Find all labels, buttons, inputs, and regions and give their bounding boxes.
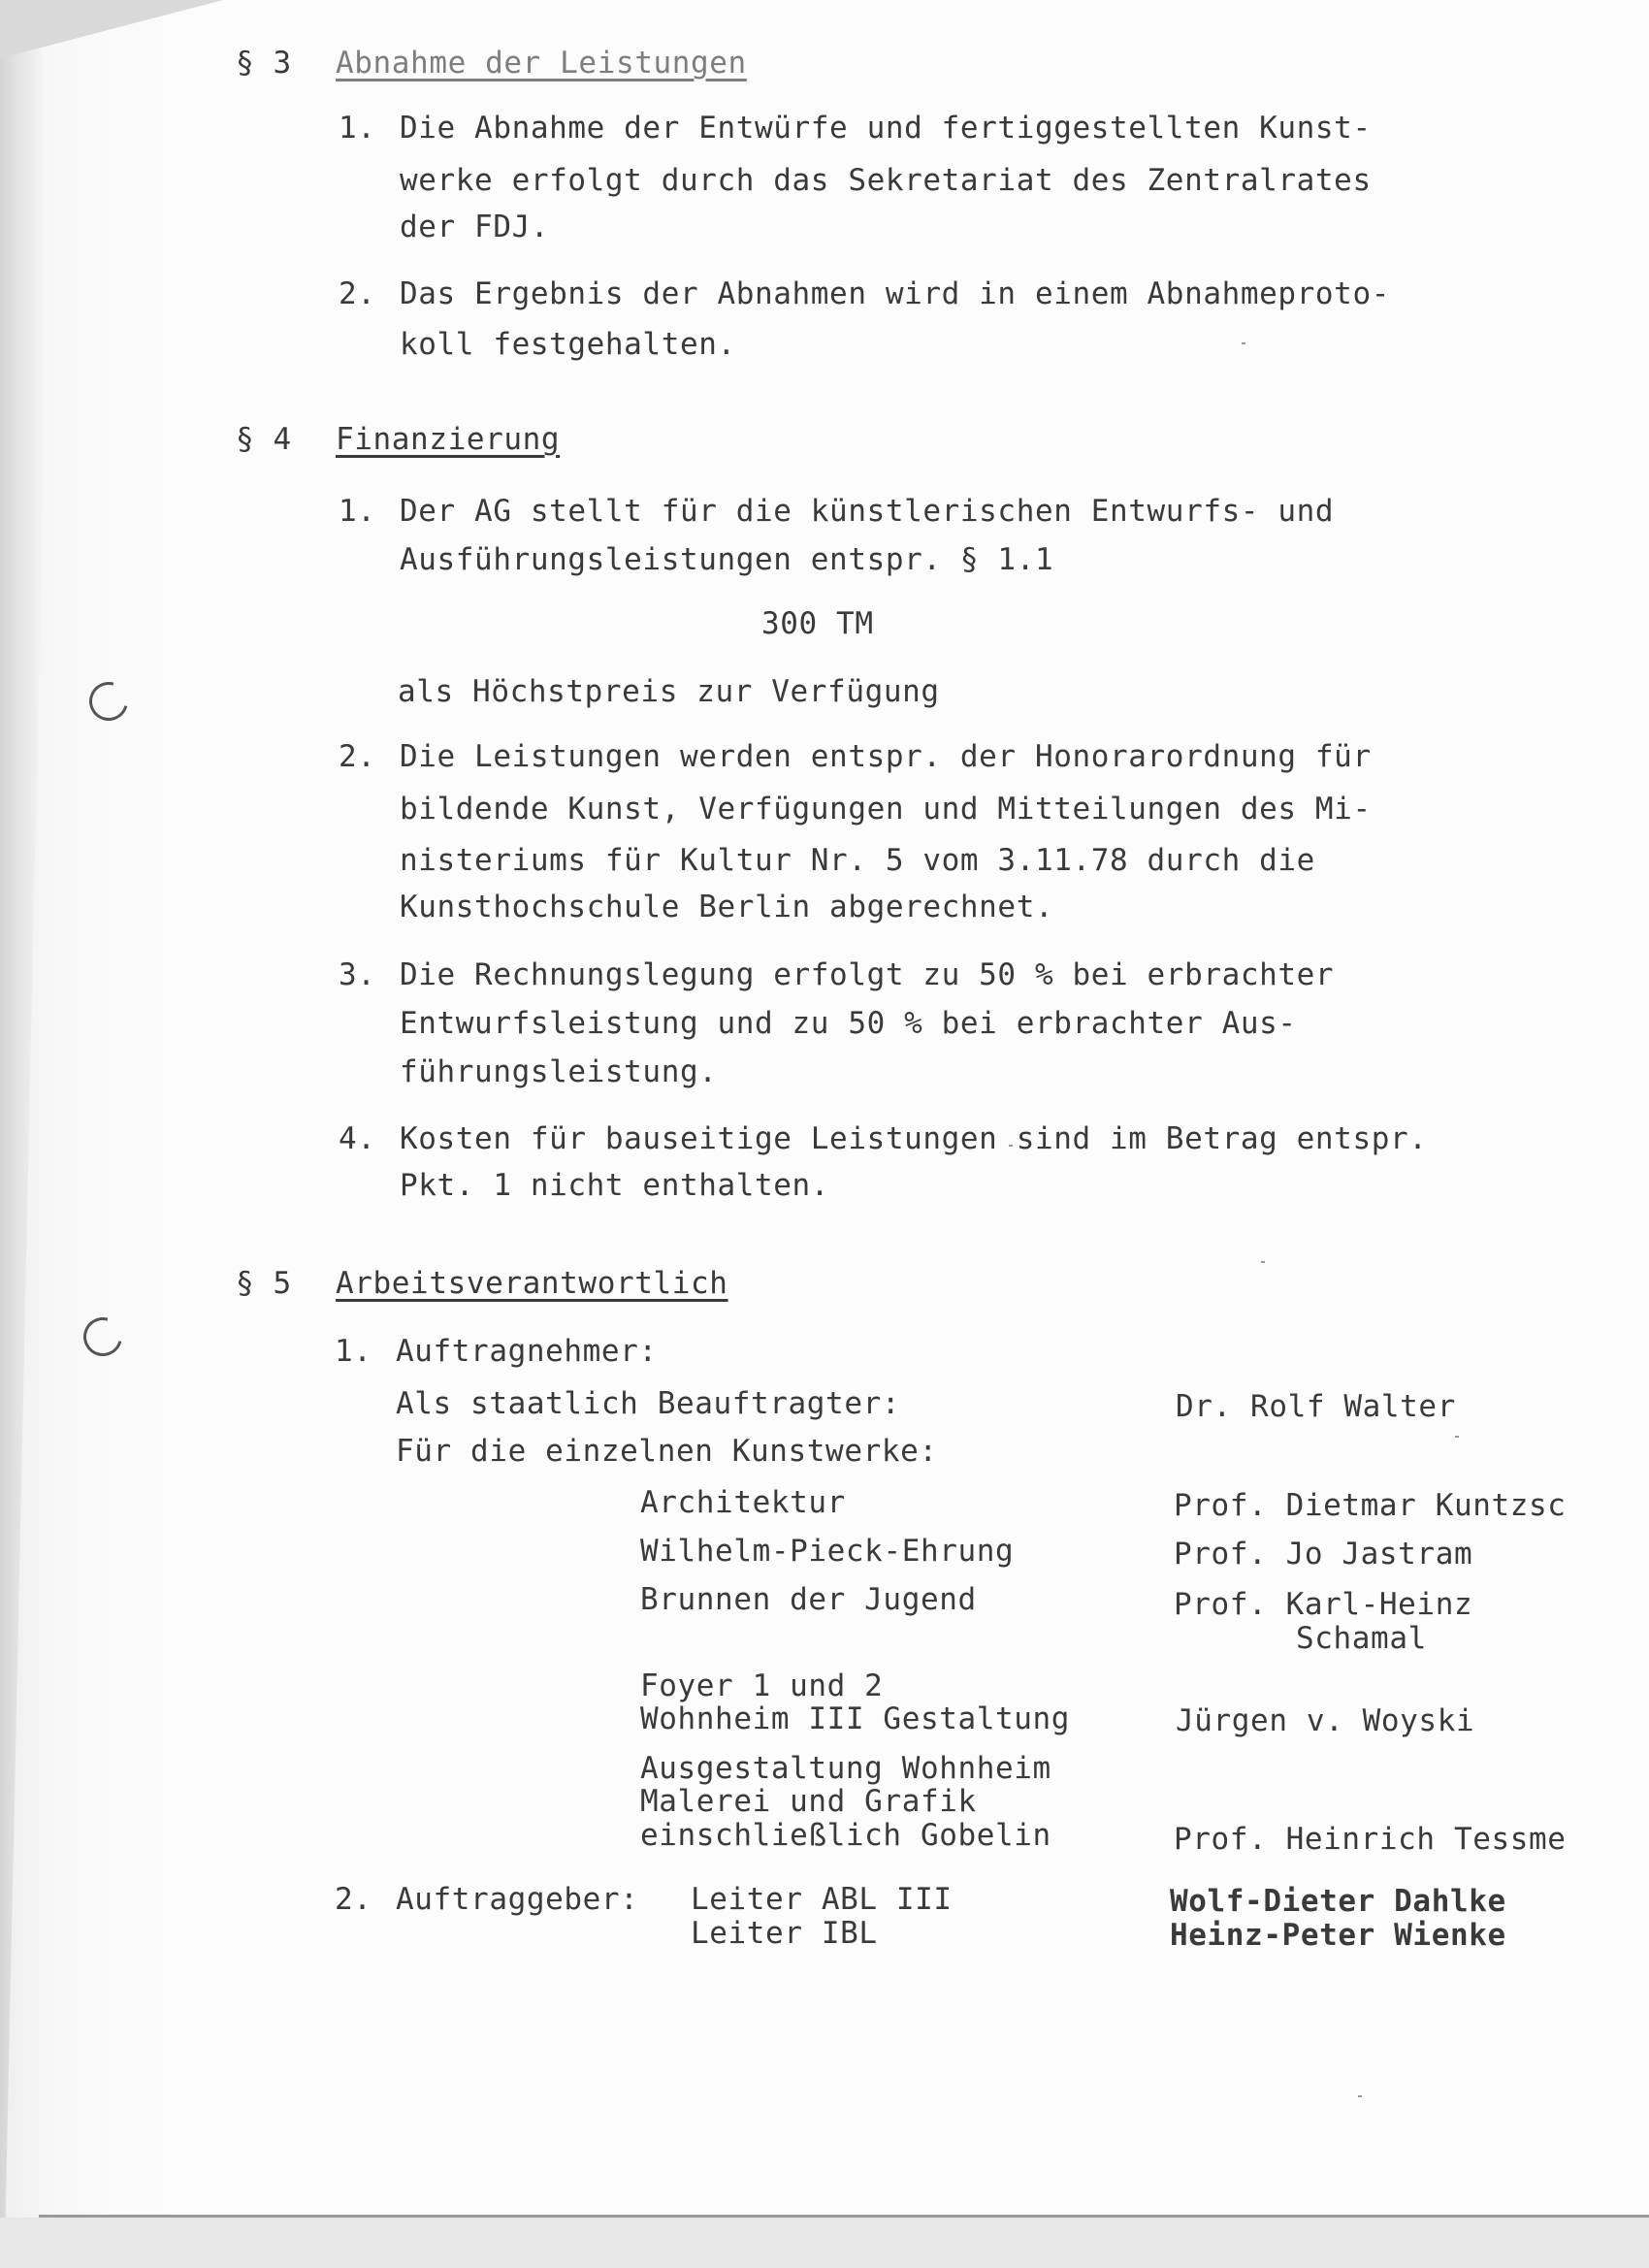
artwork-responsible: Prof. Jo Jastram xyxy=(1174,1537,1473,1571)
section-3-number: § 3 xyxy=(236,46,292,81)
artwork-name: Foyer 1 und 2 xyxy=(640,1669,884,1703)
section-4-item-1-continuation: als Höchstpreis zur Verfügung xyxy=(398,674,940,709)
section-3-item-1-line: werke erfolgt durch das Sekretariat des Zentralrates xyxy=(400,163,1372,198)
scan-speck xyxy=(1358,2095,1362,2097)
scanner-background xyxy=(0,2218,1649,2268)
artwork-name: Brunnen der Jugend xyxy=(640,1582,977,1617)
section-4-item-2-line: nisteriums für Kultur Nr. 5 vom 3.11.78 durch die xyxy=(400,843,1315,878)
artwork-responsible: Schamal xyxy=(1296,1621,1427,1656)
client-role: Leiter ABL III xyxy=(691,1882,953,1917)
section-5-number: § 5 xyxy=(236,1266,292,1301)
section-4-item-1-line: Ausführungsleistungen entspr. § 1.1 xyxy=(400,542,1054,577)
artwork-name: einschließlich Gobelin xyxy=(640,1818,1051,1853)
section-4-number: § 4 xyxy=(236,422,292,457)
section-3-title: Abnahme der Leistungen xyxy=(336,46,747,81)
artworks-label: Für die einzelnen Kunstwerke: xyxy=(396,1434,938,1469)
scan-speck xyxy=(1242,342,1245,344)
section-3-item-2-line: koll festgehalten. xyxy=(400,327,736,362)
section-5-item-2-label: Auftraggeber: xyxy=(396,1882,639,1917)
scan-speck xyxy=(1261,1261,1265,1263)
section-4-title: Finanzierung xyxy=(336,422,561,457)
artwork-responsible: Prof. Heinrich Tessme xyxy=(1174,1822,1567,1857)
section-4-item-2-line: Kunsthochschule Berlin abgerechnet. xyxy=(400,890,1054,924)
section-5-item-2-number: 2. xyxy=(335,1882,372,1917)
section-4-item-2-line: Die Leistungen werden entspr. der Honorarordnung für xyxy=(400,739,1372,774)
section-3-item-2-number: 2. xyxy=(339,276,376,311)
state-representative-label: Als staatlich Beauftragter: xyxy=(396,1386,901,1421)
section-4-item-3-line: Die Rechnungslegung erfolgt zu 50 % bei erbrachter xyxy=(400,957,1335,992)
artwork-responsible: Prof. Karl-Heinz xyxy=(1174,1587,1473,1622)
section-3-item-1-line: Die Abnahme der Entwürfe und fertiggestellten Kunst- xyxy=(400,111,1372,146)
section-4-item-4-line: Pkt. 1 nicht enthalten. xyxy=(400,1168,830,1203)
artwork-name: Malerei und Grafik xyxy=(640,1784,977,1819)
section-4-item-3-line: führungsleistung. xyxy=(400,1054,718,1089)
artwork-name: Ausgestaltung Wohnheim xyxy=(640,1751,1051,1786)
artwork-name: Wilhelm-Pieck-Ehrung xyxy=(640,1534,1015,1569)
section-3-item-2-line: Das Ergebnis der Abnahmen wird in einem Abnahmeproto- xyxy=(400,276,1390,311)
section-4-amount: 300 TM xyxy=(761,606,874,641)
section-4-item-1-line: Der AG stellt für die künstlerischen Entwurfs- und xyxy=(400,494,1335,529)
artwork-responsible: Prof. Dietmar Kuntzsc xyxy=(1174,1488,1567,1523)
section-3-item-1-line: der FDJ. xyxy=(400,210,550,244)
client-role: Leiter IBL xyxy=(691,1916,878,1951)
section-4-item-4-line: Kosten für bauseitige Leistungen sind im Betrag entspr. xyxy=(400,1121,1428,1156)
artwork-name: Wohnheim III Gestaltung xyxy=(640,1701,1071,1736)
scan-speck xyxy=(1455,1436,1459,1438)
section-4-item-3-number: 3. xyxy=(339,957,376,992)
artwork-name: Architektur xyxy=(640,1485,846,1520)
state-representative-name: Dr. Rolf Walter xyxy=(1176,1389,1456,1424)
section-4-item-3-line: Entwurfsleistung und zu 50 % bei erbrachter Aus- xyxy=(400,1006,1297,1041)
section-4-item-2-line: bildende Kunst, Verfügungen und Mitteilungen des Mi- xyxy=(400,792,1372,826)
client-name: Heinz-Peter Wienke xyxy=(1170,1918,1506,1953)
client-name: Wolf-Dieter Dahlke xyxy=(1170,1884,1506,1919)
section-4-item-2-number: 2. xyxy=(339,739,376,774)
section-5-item-1-label: Auftragnehmer: xyxy=(396,1334,658,1369)
artwork-responsible: Jürgen v. Woyski xyxy=(1176,1703,1475,1738)
section-5-title: Arbeitsverantwortlich xyxy=(336,1266,728,1301)
section-4-item-4-number: 4. xyxy=(339,1121,376,1156)
section-4-item-1-number: 1. xyxy=(339,494,376,529)
section-5-item-1-number: 1. xyxy=(335,1334,372,1369)
section-3-item-1-number: 1. xyxy=(339,111,376,146)
